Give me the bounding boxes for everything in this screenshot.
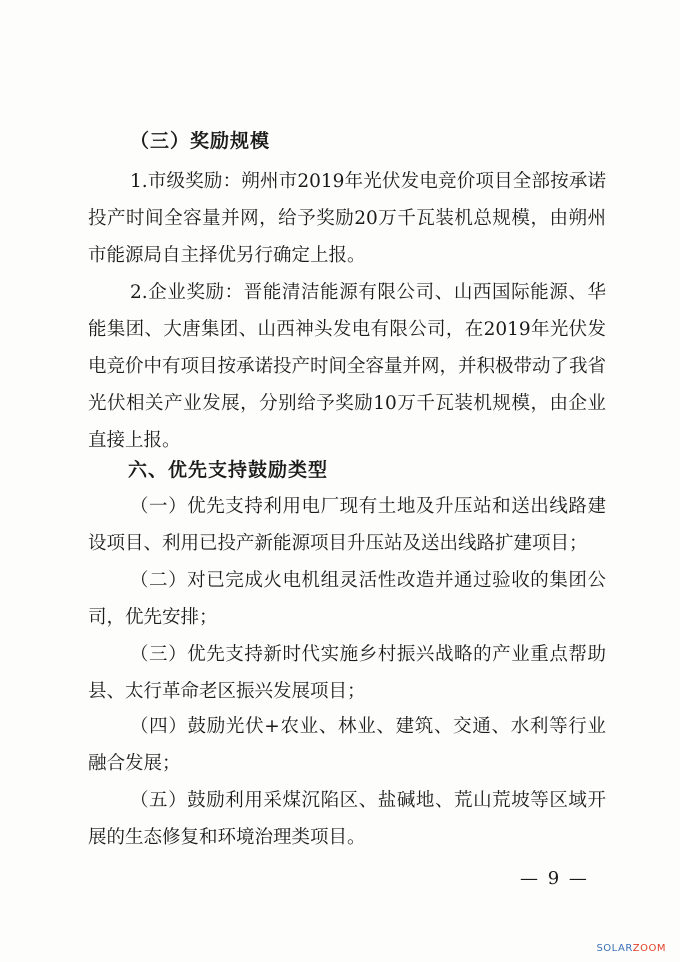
priority-support-heading: 六、优先支持鼓励类型 xyxy=(128,459,329,481)
priority-item-4: （四）鼓励光伏+农业、林业、建筑、交通、水利等行业融合发展； xyxy=(88,716,606,774)
page-number: — 9 — xyxy=(520,868,589,889)
watermark-part1: SOLAR xyxy=(596,943,633,954)
enterprise-reward-paragraph: 2.企业奖励：晋能清洁能源有限公司、山西国际能源、华能集团、大唐集团、山西神头发电有限公司，在2019年光伏发电竞价中有项目按承诺投产时间全容量并网，并积极带动了我省光伏相关产业发展，分别给予奖励10万千瓦装机规模，由企业直接上报。 xyxy=(88,282,607,451)
priority-item-1: （一）优先支持利用电厂现有土地及升压站和送出线路建设项目、利用已投产新能源项目升压站及送出线路扩建项目； xyxy=(88,496,606,554)
municipal-reward-paragraph: 1.市级奖励：朔州市2019年光伏发电竞价项目全部按承诺投产时间全容量并网，给予奖励20万千瓦装机总规模，由朔州市能源局自主择优另行确定上报。 xyxy=(88,171,606,266)
priority-item-3: （三）优先支持新时代实施乡村振兴战略的产业重点帮助县、太行革命老区振兴发展项目； xyxy=(88,644,606,702)
priority-item-5: （五）鼓励利用采煤沉陷区、盐碱地、荒山荒坡等区域开展的生态修复和环境治理类项目。 xyxy=(88,790,606,848)
watermark-part2: ZOOM xyxy=(632,943,666,954)
reward-scale-heading: （三）奖励规模 xyxy=(130,130,271,152)
priority-item-2: （二）对已完成火电机组灵活性改造并通过验收的集团公司，优先安排； xyxy=(88,570,606,628)
watermark xyxy=(596,943,666,954)
